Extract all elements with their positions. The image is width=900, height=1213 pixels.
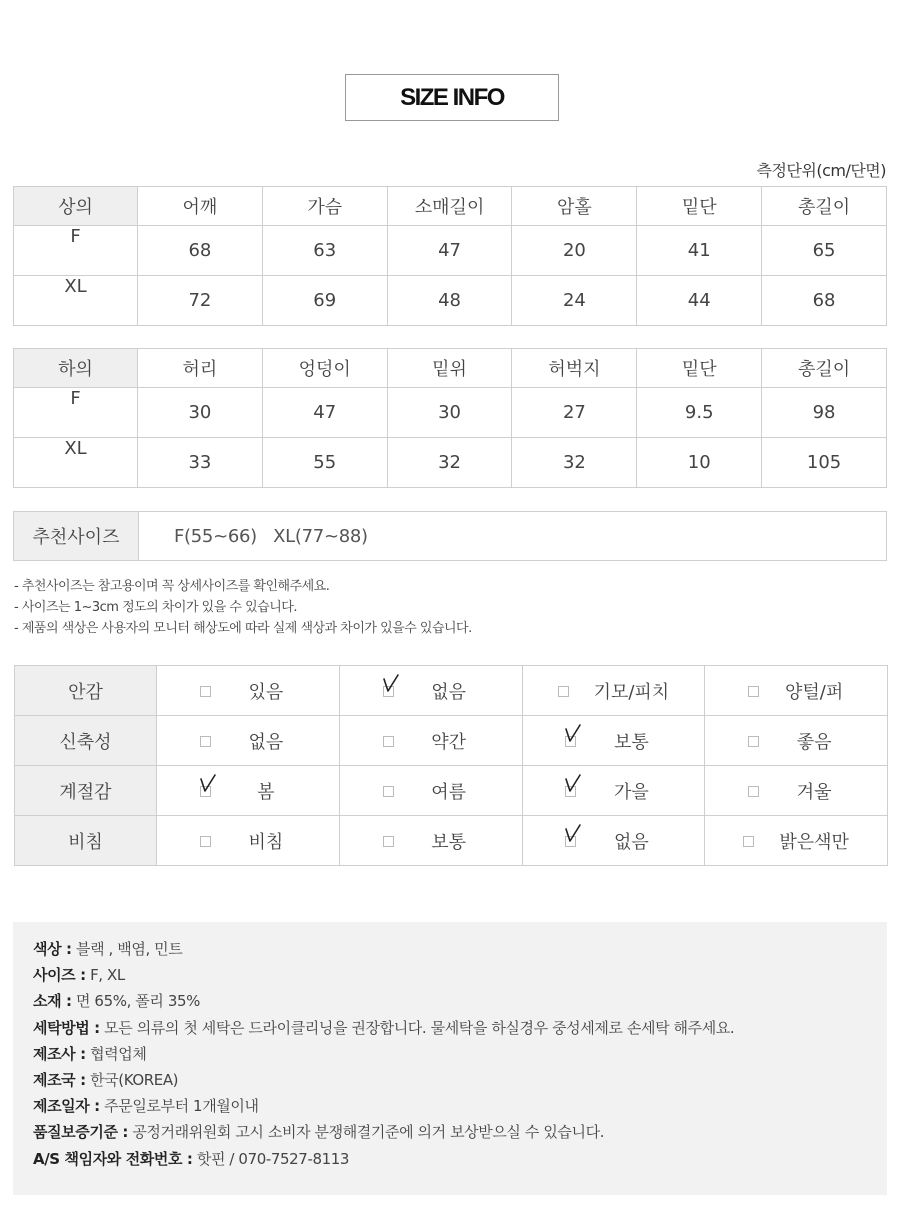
header-cell: 상의 — [14, 187, 138, 226]
option-label: 없음 — [431, 681, 467, 703]
size-label-cell: XL — [14, 276, 138, 326]
attribute-row — [15, 816, 888, 866]
table-header-row — [14, 187, 887, 226]
attribute-option — [157, 816, 340, 866]
info-value: 핫핀 / 070-7527-8113 — [192, 1149, 350, 1168]
option-label: 봄 — [257, 781, 275, 803]
info-key: 품질보증기준 : — [33, 1123, 128, 1142]
note-line: - 사이즈는 1~3cm 정도의 차이가 있을 수 있습니다. — [14, 600, 297, 615]
recommend-size-label: 추천사이즈 — [14, 512, 139, 560]
table-header-row — [14, 349, 887, 388]
attribute-option — [705, 716, 888, 766]
option-label: 없음 — [613, 831, 649, 853]
option-label: 겨울 — [796, 781, 832, 803]
table-cell: 105 — [762, 438, 887, 488]
attribute-option — [522, 716, 705, 766]
table-row — [14, 388, 887, 438]
attribute-label: 신축성 — [15, 716, 157, 766]
attribute-option — [157, 716, 340, 766]
table-cell: 30 — [138, 388, 263, 438]
option-label: 없음 — [248, 731, 284, 753]
header-cell: 하의 — [14, 349, 138, 388]
info-key: 세탁방법 : — [33, 1018, 100, 1037]
attribute-option — [157, 666, 340, 716]
table-cell: 33 — [138, 438, 263, 488]
info-key: 제조사 : — [33, 1044, 86, 1063]
table-cell: 47 — [262, 388, 387, 438]
check-mark-icon — [382, 673, 400, 695]
checkbox[interactable] — [748, 686, 759, 697]
bottom-size-table — [13, 348, 887, 488]
checkbox[interactable] — [383, 836, 394, 847]
header-cell: 엉덩이 — [262, 349, 387, 388]
attribute-row — [15, 716, 888, 766]
checkbox[interactable] — [558, 686, 569, 697]
checkbox-checked[interactable] — [200, 786, 211, 797]
info-key: 제조일자 : — [33, 1097, 100, 1116]
attribute-option — [705, 816, 888, 866]
attribute-option — [157, 766, 340, 816]
note-line: - 제품의 색상은 사용자의 모니터 해상도에 따라 실제 색상과 차이가 있을수 있습니다. — [14, 621, 472, 636]
header-cell: 암홀 — [512, 187, 637, 226]
attribute-option — [339, 716, 522, 766]
attribute-option — [705, 766, 888, 816]
table-row — [14, 276, 887, 326]
info-key: 제조국 : — [33, 1070, 86, 1089]
attribute-option — [339, 666, 522, 716]
checkbox-checked[interactable] — [565, 786, 576, 797]
checkbox[interactable] — [200, 836, 211, 847]
checkbox[interactable] — [200, 686, 211, 697]
table-row — [14, 438, 887, 488]
table-cell: 65 — [762, 226, 887, 276]
table-cell: 55 — [262, 438, 387, 488]
table-cell: 48 — [387, 276, 512, 326]
option-label: 약간 — [431, 731, 467, 753]
option-label: 좋음 — [796, 731, 832, 753]
checkbox-checked[interactable] — [383, 686, 394, 697]
info-line — [33, 1093, 887, 1119]
option-label: 보통 — [431, 831, 467, 853]
header-cell: 허벅지 — [512, 349, 637, 388]
attribute-row — [15, 766, 888, 816]
check-mark-icon — [199, 773, 217, 795]
table-cell: 98 — [762, 388, 887, 438]
table-cell: 32 — [512, 438, 637, 488]
product-info-box — [13, 922, 887, 1195]
checkbox[interactable] — [200, 736, 211, 747]
header-cell: 총길이 — [762, 349, 887, 388]
info-line — [33, 962, 887, 988]
header-cell: 총길이 — [762, 187, 887, 226]
info-value: 면 65%, 폴리 35% — [71, 992, 200, 1011]
header-cell: 밑단 — [637, 187, 762, 226]
measurement-unit: 측정단위(cm/단면) — [756, 161, 886, 180]
checkbox-checked[interactable] — [565, 836, 576, 847]
table-cell: 9.5 — [637, 388, 762, 438]
size-label-cell: XL — [14, 438, 138, 488]
option-label: 기모/피치 — [593, 681, 670, 703]
note-line: - 추천사이즈는 참고용이며 꼭 상세사이즈를 확인해주세요. — [14, 579, 330, 594]
table-cell: 63 — [262, 226, 387, 276]
header-cell: 어깨 — [138, 187, 263, 226]
info-line — [33, 1041, 887, 1067]
attribute-option — [339, 766, 522, 816]
table-cell: 30 — [387, 388, 512, 438]
table-cell: 41 — [637, 226, 762, 276]
fabric-attribute-table — [14, 665, 888, 866]
attribute-option — [339, 816, 522, 866]
attribute-option — [522, 816, 705, 866]
info-value: 주문일로부터 1개월이내 — [99, 1097, 259, 1116]
info-line — [33, 1146, 887, 1172]
header-cell: 허리 — [138, 349, 263, 388]
option-label: 비침 — [248, 831, 284, 853]
info-key: 사이즈 : — [33, 966, 86, 985]
header-cell: 밑단 — [637, 349, 762, 388]
table-cell: 68 — [138, 226, 263, 276]
table-cell: 47 — [387, 226, 512, 276]
top-size-table — [13, 186, 887, 326]
info-line — [33, 936, 887, 962]
info-line — [33, 1119, 887, 1145]
info-line — [33, 1067, 887, 1093]
table-row — [14, 226, 887, 276]
check-mark-icon — [564, 773, 582, 795]
check-mark-icon — [564, 723, 582, 745]
checkbox[interactable] — [748, 736, 759, 747]
attribute-label: 비침 — [15, 816, 157, 866]
info-value: 한국(KOREA) — [85, 1070, 179, 1089]
header-cell: 소매길이 — [387, 187, 512, 226]
checkbox[interactable] — [748, 786, 759, 797]
size-notes — [14, 576, 472, 639]
option-label: 보통 — [613, 731, 649, 753]
table-cell: 24 — [512, 276, 637, 326]
attribute-option — [705, 666, 888, 716]
info-value: F, XL — [85, 966, 125, 985]
option-label: 가을 — [613, 781, 649, 803]
table-cell: 10 — [637, 438, 762, 488]
table-cell: 72 — [138, 276, 263, 326]
table-cell: 69 — [262, 276, 387, 326]
table-cell: 27 — [512, 388, 637, 438]
info-value: 블랙 , 백염, 민트 — [71, 940, 183, 958]
option-label: 양털/퍼 — [785, 681, 844, 703]
attribute-option — [522, 766, 705, 816]
attribute-label: 안감 — [15, 666, 157, 716]
checkbox[interactable] — [743, 836, 754, 847]
check-mark-icon — [564, 823, 582, 845]
table-cell: 68 — [762, 276, 887, 326]
info-value: 모든 의류의 첫 세탁은 드라이클리닝을 권장합니다. 물세탁을 하실경우 중성세제로 손세탁 해주세요. — [99, 1018, 735, 1037]
table-cell: 32 — [387, 438, 512, 488]
info-value: 협력업체 — [85, 1044, 147, 1063]
checkbox[interactable] — [383, 736, 394, 747]
header-cell: 밑위 — [387, 349, 512, 388]
attribute-option — [522, 666, 705, 716]
table-cell: 20 — [512, 226, 637, 276]
info-value: 공정거래위원회 고시 소비자 분쟁해결기준에 의거 보상받으실 수 있습니다. — [127, 1123, 605, 1142]
info-key: A/S 책임자와 전화번호 : — [33, 1149, 193, 1168]
size-label-cell: F — [14, 388, 138, 438]
table-cell: 44 — [637, 276, 762, 326]
option-label: 밝은색만 — [779, 831, 849, 853]
checkbox-checked[interactable] — [565, 736, 576, 747]
size-info-title: SIZE INFO — [345, 74, 559, 121]
attribute-label: 계절감 — [15, 766, 157, 816]
recommend-size-value: F(55~66) XL(77~88) — [174, 525, 368, 547]
info-line — [33, 988, 887, 1014]
info-key: 색상 : — [33, 940, 72, 958]
recommend-size-box — [13, 511, 887, 561]
info-key: 소재 : — [33, 992, 72, 1011]
size-label-cell: F — [14, 226, 138, 276]
header-cell: 가슴 — [262, 187, 387, 226]
option-label: 있음 — [248, 681, 284, 703]
attribute-row — [15, 666, 888, 716]
option-label: 여름 — [431, 781, 467, 803]
checkbox[interactable] — [383, 786, 394, 797]
info-line — [33, 1015, 887, 1041]
